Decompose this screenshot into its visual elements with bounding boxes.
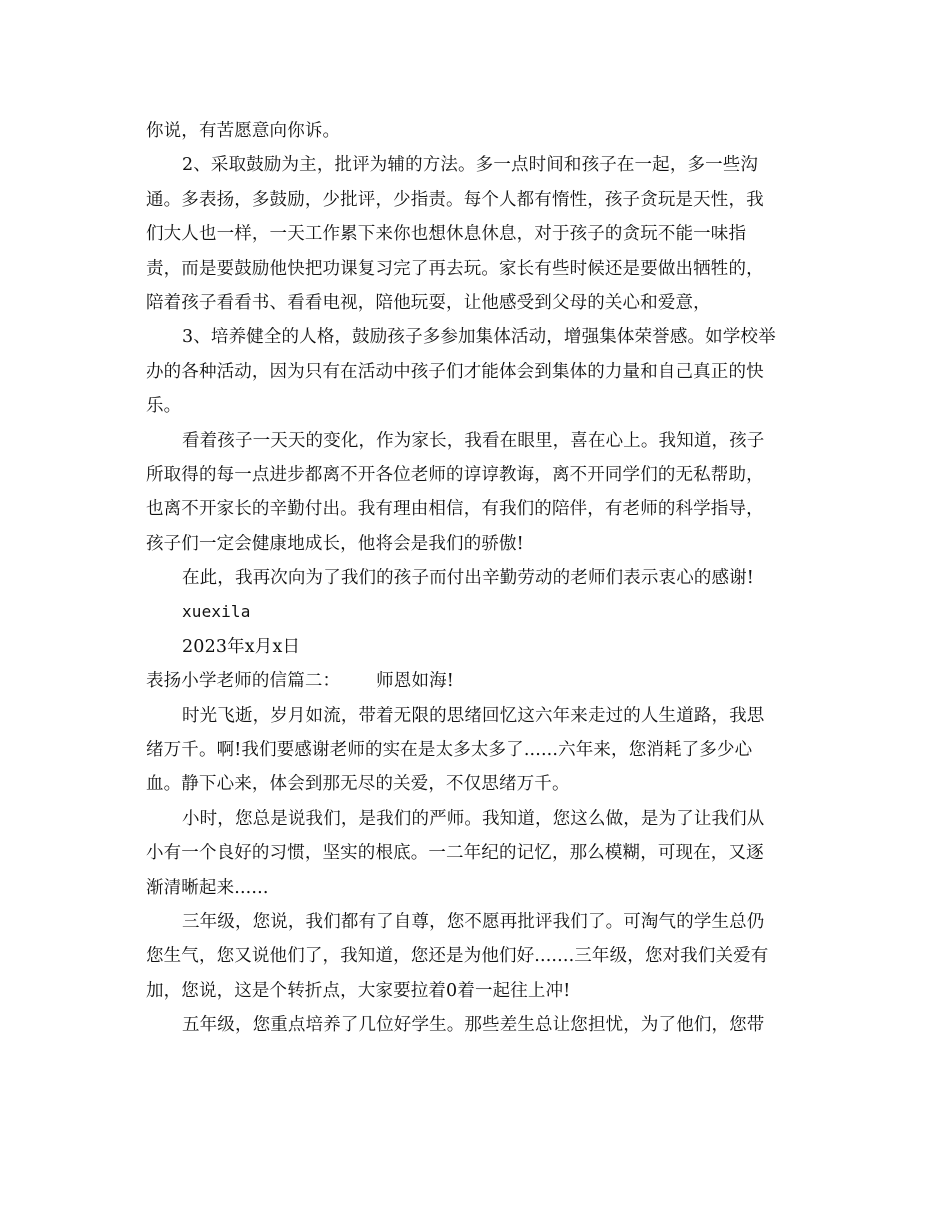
text-line	[146, 252, 808, 286]
text-line-content: 们大人也一样，一天工作累下来你也想休息休息，对于孩子的贪玩不能一味指	[146, 224, 747, 245]
text-line-content: 责，而是要鼓励他快把功课复习完了再去玩。家长有些时候还是要做出牺牲的，	[146, 258, 764, 279]
text-line-content: 时光飞逝，岁月如流，带着无限的思绪回忆这六年来走过的人生道路，我思	[182, 705, 765, 726]
text-line	[146, 974, 808, 1008]
text-line	[146, 217, 808, 251]
text-line-content: 表扬小学老师的信篇二：	[146, 671, 341, 692]
text-line	[146, 939, 808, 973]
text-line-content: 2、采取鼓励为主，批评为辅的方法。多一点时间和孩子在一起，多一些沟	[182, 155, 759, 176]
text-line	[146, 767, 808, 801]
text-line-content: 在此，我再次向为了我们的孩子而付出辛勤劳动的老师们表示衷心的感谢!	[182, 568, 754, 589]
text-line	[146, 286, 808, 320]
text-line-content: 也离不开家长的辛勤付出。我有理由相信，有我们的陪伴，有老师的科学指导，	[146, 499, 764, 520]
text-line	[146, 424, 808, 458]
text-line-content: 通。多表扬，多鼓励，少批评，少指责。每个人都有惰性，孩子贪玩是天性，我	[146, 189, 764, 210]
text-line	[146, 733, 808, 767]
heading-subtitle: 师恩如海!	[376, 671, 454, 692]
text-line	[146, 183, 808, 217]
text-line-content: 渐清晰起来......	[146, 877, 269, 898]
text-line	[146, 699, 808, 733]
text-line-content: 加，您说，这是个转折点，大家要拉着0着一起往上冲!	[146, 980, 571, 1001]
text-line	[146, 802, 808, 836]
text-line	[146, 458, 808, 492]
text-line	[146, 630, 808, 664]
text-line	[146, 905, 808, 939]
text-line	[146, 492, 808, 526]
text-line	[146, 1008, 808, 1042]
text-line	[146, 595, 808, 629]
text-line	[146, 355, 808, 389]
text-line-content: 2023年x月x日	[182, 636, 301, 657]
text-line-content: 三年级，您说，我们都有了自尊，您不愿再批评我们了。可淘气的学生总仍	[182, 911, 765, 932]
text-line-content: 看着孩子一天天的变化，作为家长，我看在眼里，喜在心上。我知道，孩子	[182, 430, 765, 451]
text-line	[146, 114, 808, 148]
text-line	[146, 389, 808, 423]
text-line	[146, 320, 808, 354]
text-line	[146, 664, 808, 698]
text-line-content: 您生气，您又说他们了，我知道，您还是为他们好.......三年级，您对我们关爱有	[146, 946, 769, 967]
text-line-content: 办的各种活动，因为只有在活动中孩子们才能体会到集体的力量和自己真正的快	[146, 361, 764, 382]
text-line-content: 血。静下心来，体会到那无尽的关爱，不仅思绪万千。	[146, 774, 570, 795]
text-line	[146, 561, 808, 595]
text-line-content: 所取得的每一点进步都离不开各位老师的谆谆教诲，离不开同学们的无私帮助，	[146, 464, 764, 485]
text-line-content: 小时，您总是说我们，是我们的严师。我知道，您这么做，是为了让我们从	[182, 808, 765, 829]
text-line	[146, 871, 808, 905]
text-line	[146, 836, 808, 870]
text-line-content: 绪万千。啊!我们要感谢老师的实在是太多太多了......六年来，您消耗了多少心	[146, 740, 753, 761]
text-line-content: 乐。	[146, 396, 182, 417]
text-line-content: 你说，有苦愿意向你诉。	[146, 121, 341, 141]
text-line-content: xuexila	[182, 602, 251, 622]
text-line-content: 小有一个良好的习惯，坚实的根底。一二年纪的记忆，那么模糊，可现在，又逐	[146, 843, 764, 864]
text-line	[146, 148, 808, 182]
document-body	[146, 114, 808, 1043]
text-line-content: 陪着孩子看看书、看看电视，陪他玩耍，让他感受到父母的关心和爱意，	[146, 292, 711, 313]
text-line-content: 五年级，您重点培养了几位好学生。那些差生总让您担忧，为了他们，您带	[182, 1015, 765, 1036]
text-line-content: 3、培养健全的人格，鼓励孩子多参加集体活动，增强集体荣誉感。如学校举	[182, 327, 776, 348]
text-line	[146, 527, 808, 561]
text-line-content: 孩子们一定会健康地成长，他将会是我们的骄傲!	[146, 533, 524, 554]
